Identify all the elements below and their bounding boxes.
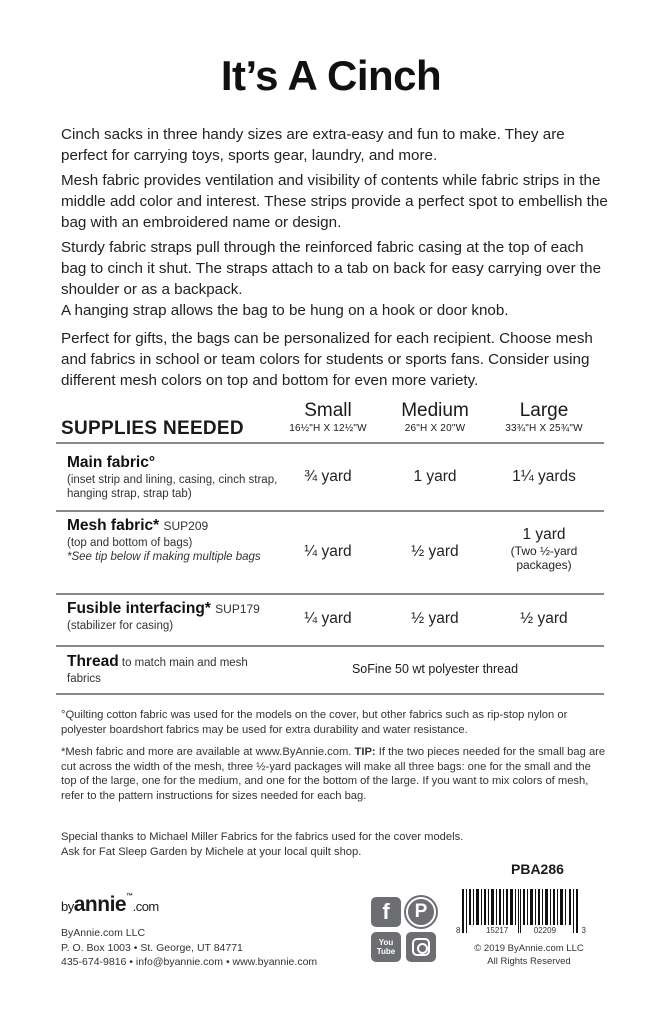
mesh-fabric-large: [484, 526, 604, 572]
barcode-digit: 3: [581, 926, 586, 935]
tip-label: TIP:: [354, 746, 376, 758]
intro-paragraph: A hanging strap allows the bag to be hung on a hook or door knob.: [61, 302, 509, 319]
intro-paragraph: Mesh fabric provides ventilation and visibility of contents while fabric strips in the middle add color and interest. These strips provide a perfect spot to embellish the bag with an embroidered name or design.: [61, 172, 608, 231]
facebook-icon[interactable]: f: [371, 897, 401, 927]
amount-note: (Two ½-yard packages): [510, 544, 578, 572]
quilting-footnote: °Quilting cotton fabric was used for the models on the cover, but other fabrics such as rip-stop nylon or polyester boardshort fabrics may be used for extra durability and water resistance.: [61, 709, 568, 736]
main-fabric-small: ¾ yard: [304, 468, 352, 485]
logo-name: annie: [73, 893, 127, 916]
company-address: [61, 926, 317, 970]
size-name: Medium: [401, 400, 469, 421]
logo-domain: .com: [132, 899, 159, 914]
main-fabric-label: [67, 453, 287, 501]
pinterest-icon[interactable]: P: [406, 897, 436, 927]
size-dimensions: 26"H X 20"W: [404, 423, 466, 434]
mesh-fabric-medium: ½ yard: [411, 543, 459, 560]
size-name: Large: [519, 400, 569, 421]
mesh-fabric-small: ¼ yard: [304, 543, 352, 560]
mesh-note-text: *Mesh fabric and more are available at www.ByAnnie.com.: [61, 746, 352, 758]
size-header-medium: [375, 400, 495, 434]
supply-description: to match main and mesh fabrics: [67, 657, 248, 685]
logo-by: by: [61, 899, 74, 914]
intro-paragraph: Cinch sacks in three handy sizes are extra-easy and fun to make. They are perfect for carrying toys, sports gear, laundry, and more.: [61, 126, 565, 164]
supply-code: SUP209: [163, 519, 209, 533]
barcode-digit: 15217: [485, 926, 509, 935]
thanks-line: Ask for Fat Sleep Garden by Michele at your local quilt shop.: [61, 845, 362, 858]
tip-text: If the two pieces needed for the small bag are cut across the width of the mesh, three ½-yard packages will make all three bags: one for the small and the top of the large, one for the medium, and one for the bottom of the large. If you want to mix colors of mesh, refer to the pattern instructions for sizes needed for each bag.: [61, 746, 606, 802]
size-header-small: [268, 400, 388, 434]
main-fabric-medium: 1 yard: [413, 468, 457, 485]
copyright-line: All Rights Reserved: [487, 956, 571, 967]
size-name: Small: [304, 400, 352, 421]
fusible-large: ½ yard: [520, 610, 568, 627]
copyright: [474, 942, 584, 968]
fusible-small: ¼ yard: [304, 610, 352, 627]
address-line: 435-674-9816 • info@byannie.com • www.byannie.com: [61, 956, 318, 968]
supply-name: Fusible interfacing*: [67, 600, 211, 617]
amount: 1 yard: [522, 526, 566, 543]
supplies-heading: SUPPLIES NEEDED: [61, 418, 244, 439]
youtube-icon[interactable]: [371, 932, 401, 962]
supply-name: Main fabric°: [67, 454, 156, 471]
logo-tm: ™: [126, 893, 133, 900]
youtube-text: You: [378, 938, 394, 947]
table-divider: [56, 693, 604, 695]
thanks-line: Special thanks to Michael Miller Fabrics for the fabrics used for the cover models.: [61, 831, 464, 843]
supply-description: (inset strip and lining, casing, cinch strap, hanging strap, strap tab): [67, 474, 278, 500]
fusible-medium: ½ yard: [411, 610, 459, 627]
thanks-note: [61, 830, 609, 859]
supply-name: Thread: [67, 653, 119, 670]
instagram-icon[interactable]: [406, 932, 436, 962]
address-line: P. O. Box 1003 • St. George, UT 84771: [61, 941, 243, 954]
intro-paragraph: Perfect for gifts, the bags can be personalized for each recipient. Choose mesh and fabrics in school or team colors for students or sports fans. Consider using different mesh colors on top and bottom for even more variety.: [61, 330, 593, 389]
barcode-digit: 8: [456, 926, 461, 935]
barcode-digit: 02209: [533, 926, 557, 935]
copyright-line: © 2019 ByAnnie.com LLC: [474, 943, 584, 954]
supply-description: (top and bottom of bags): [67, 537, 193, 549]
supply-description: (stabilizer for casing): [67, 620, 174, 632]
size-dimensions: 16½"H X 12½"W: [289, 423, 367, 434]
youtube-text: Tube: [376, 947, 396, 956]
supply-code: SUP179: [215, 602, 260, 616]
mesh-fabric-label: [67, 516, 287, 564]
pattern-code: PBA286: [511, 861, 564, 877]
byannie-logo: [61, 893, 159, 917]
size-header-large: [484, 400, 604, 434]
main-fabric-large: 1¼ yards: [512, 468, 576, 485]
supply-note: *See tip below if making multiple bags: [67, 551, 261, 563]
table-divider: [56, 510, 604, 512]
intro-paragraph: Sturdy fabric straps pull through the reinforced fabric casing at the top of each bag to cinch it shut. The straps attach to a tab on back for easy carrying over the shoulder or as a backpack.: [61, 239, 602, 298]
table-divider: [56, 645, 604, 647]
size-dimensions: 33¾"H X 25¾"W: [505, 423, 583, 434]
supply-name: Mesh fabric*: [67, 517, 160, 534]
fusible-interfacing-label: [67, 599, 287, 633]
table-divider: [56, 593, 604, 595]
thread-label: [67, 652, 267, 686]
page-title: It’s A Cinch: [220, 52, 442, 99]
table-divider: [56, 442, 604, 444]
address-line: ByAnnie.com LLC: [61, 927, 146, 939]
thread-value: SoFine 50 wt polyester thread: [351, 662, 519, 676]
mesh-footnote: [61, 745, 609, 803]
barcode-digits: [456, 926, 586, 935]
